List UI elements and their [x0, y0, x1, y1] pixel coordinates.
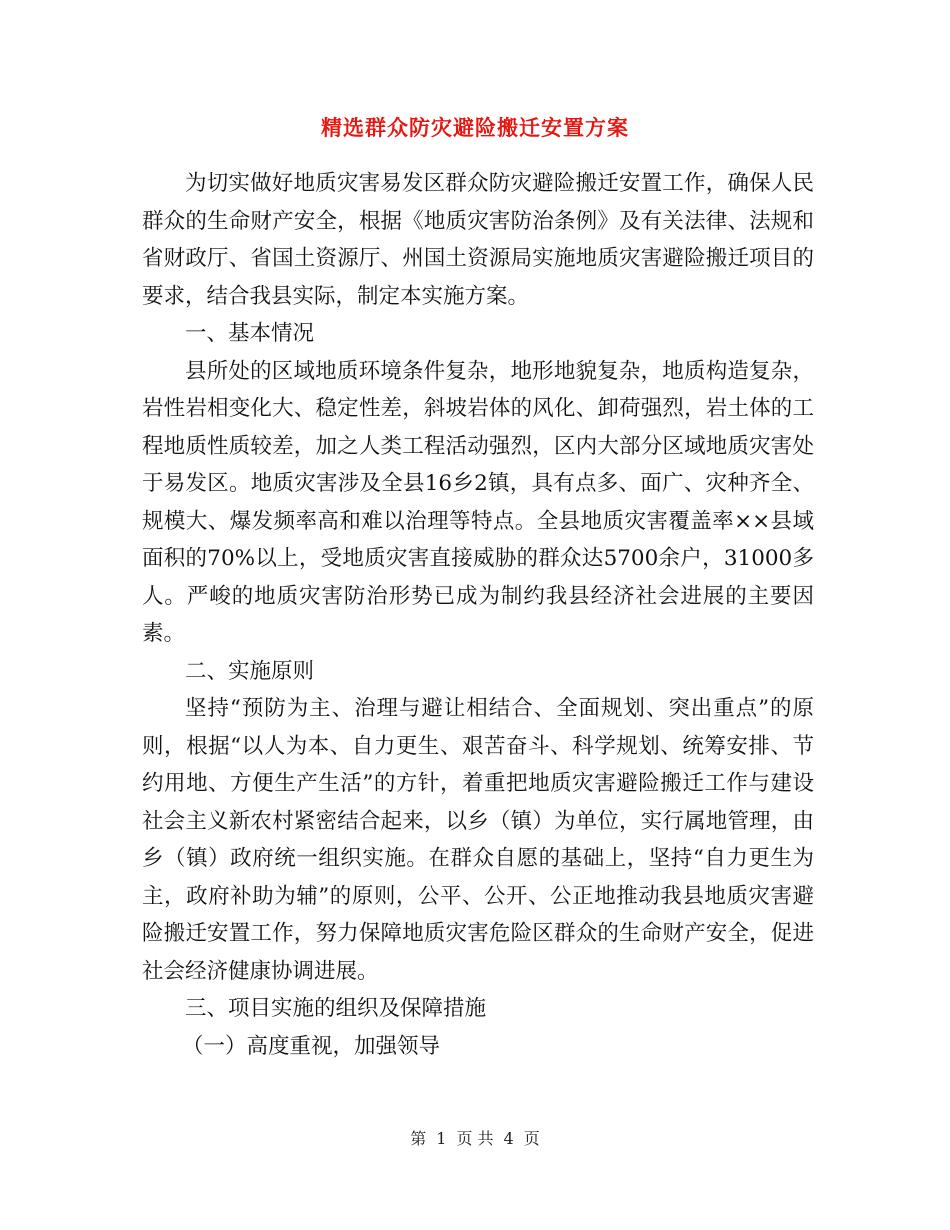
section-heading-basic-situation: 一、基本情况 — [185, 321, 315, 346]
subsection-heading-leadership: （一）高度重视，加强领导 — [182, 1033, 441, 1059]
section-heading-organization: 三、项目实施的组织及保障措施 — [185, 996, 487, 1021]
footer-mid: 页 共 — [456, 1129, 494, 1148]
footer-page-number: 1 — [436, 1129, 447, 1148]
page-footer — [0, 1128, 950, 1150]
footer-suffix: 页 — [523, 1129, 540, 1148]
footer-total-pages: 4 — [503, 1129, 514, 1148]
paragraph-principles: 坚持“预防为主、治理与避让相结合、全面规划、突出重点”的原则，根据“以人为本、自力更生、艰苦奋斗、科学规划、统筹安排、节约用地、方便生产生活”的方针，着重把地质灾害避险搬迁工作与建设社会主义新农村紧密结合起来，以乡（镇）为单位，实行属地管理，由乡（镇）政府统一组织实施。在群众自愿的基础上，坚持“自力更生为主，政府补助为辅”的原则，公平、公开、公正地推动我县地质灾害避险搬迁安置工作，努力保障地质灾害危险区群众的生命财产安全，促进社会经济健康协调进展。 — [142, 696, 814, 984]
document-title: 精选群众防灾避险搬迁安置方案 — [321, 115, 629, 140]
paragraph-basic-situation: 县所处的区域地质环境条件复杂，地形地貌复杂，地质构造复杂，岩性岩相变化大、稳定性差，斜坡岩体的风化、卸荷强烈，岩土体的工程地质性质较差，加之人类工程活动强烈，区内大部分区域地质灾害处于易发区。地质灾害涉及全县16乡2镇，具有点多、面广、灾种齐全、规模大、爆发频率高和难以治理等特点。全县地质灾害覆盖率××县域面积的70%以上，受地质灾害直接威胁的群众达5700余户，31000多人。严峻的地质灾害防治形势已成为制约我县经济社会进展的主要因素。 — [142, 358, 814, 646]
footer-prefix: 第 — [410, 1129, 427, 1148]
paragraph-intro: 为切实做好地质灾害易发区群众防灾避险搬迁安置工作，确保人民群众的生命财产安全，根据《地质灾害防治条例》及有关法律、法规和省财政厅、省国土资源厅、州国土资源局实施地质灾害避险搬迁项目的要求，结合我县实际，制定本实施方案。 — [142, 171, 814, 309]
document-body — [142, 165, 814, 1065]
section-heading-principles: 二、实施原则 — [185, 658, 315, 684]
